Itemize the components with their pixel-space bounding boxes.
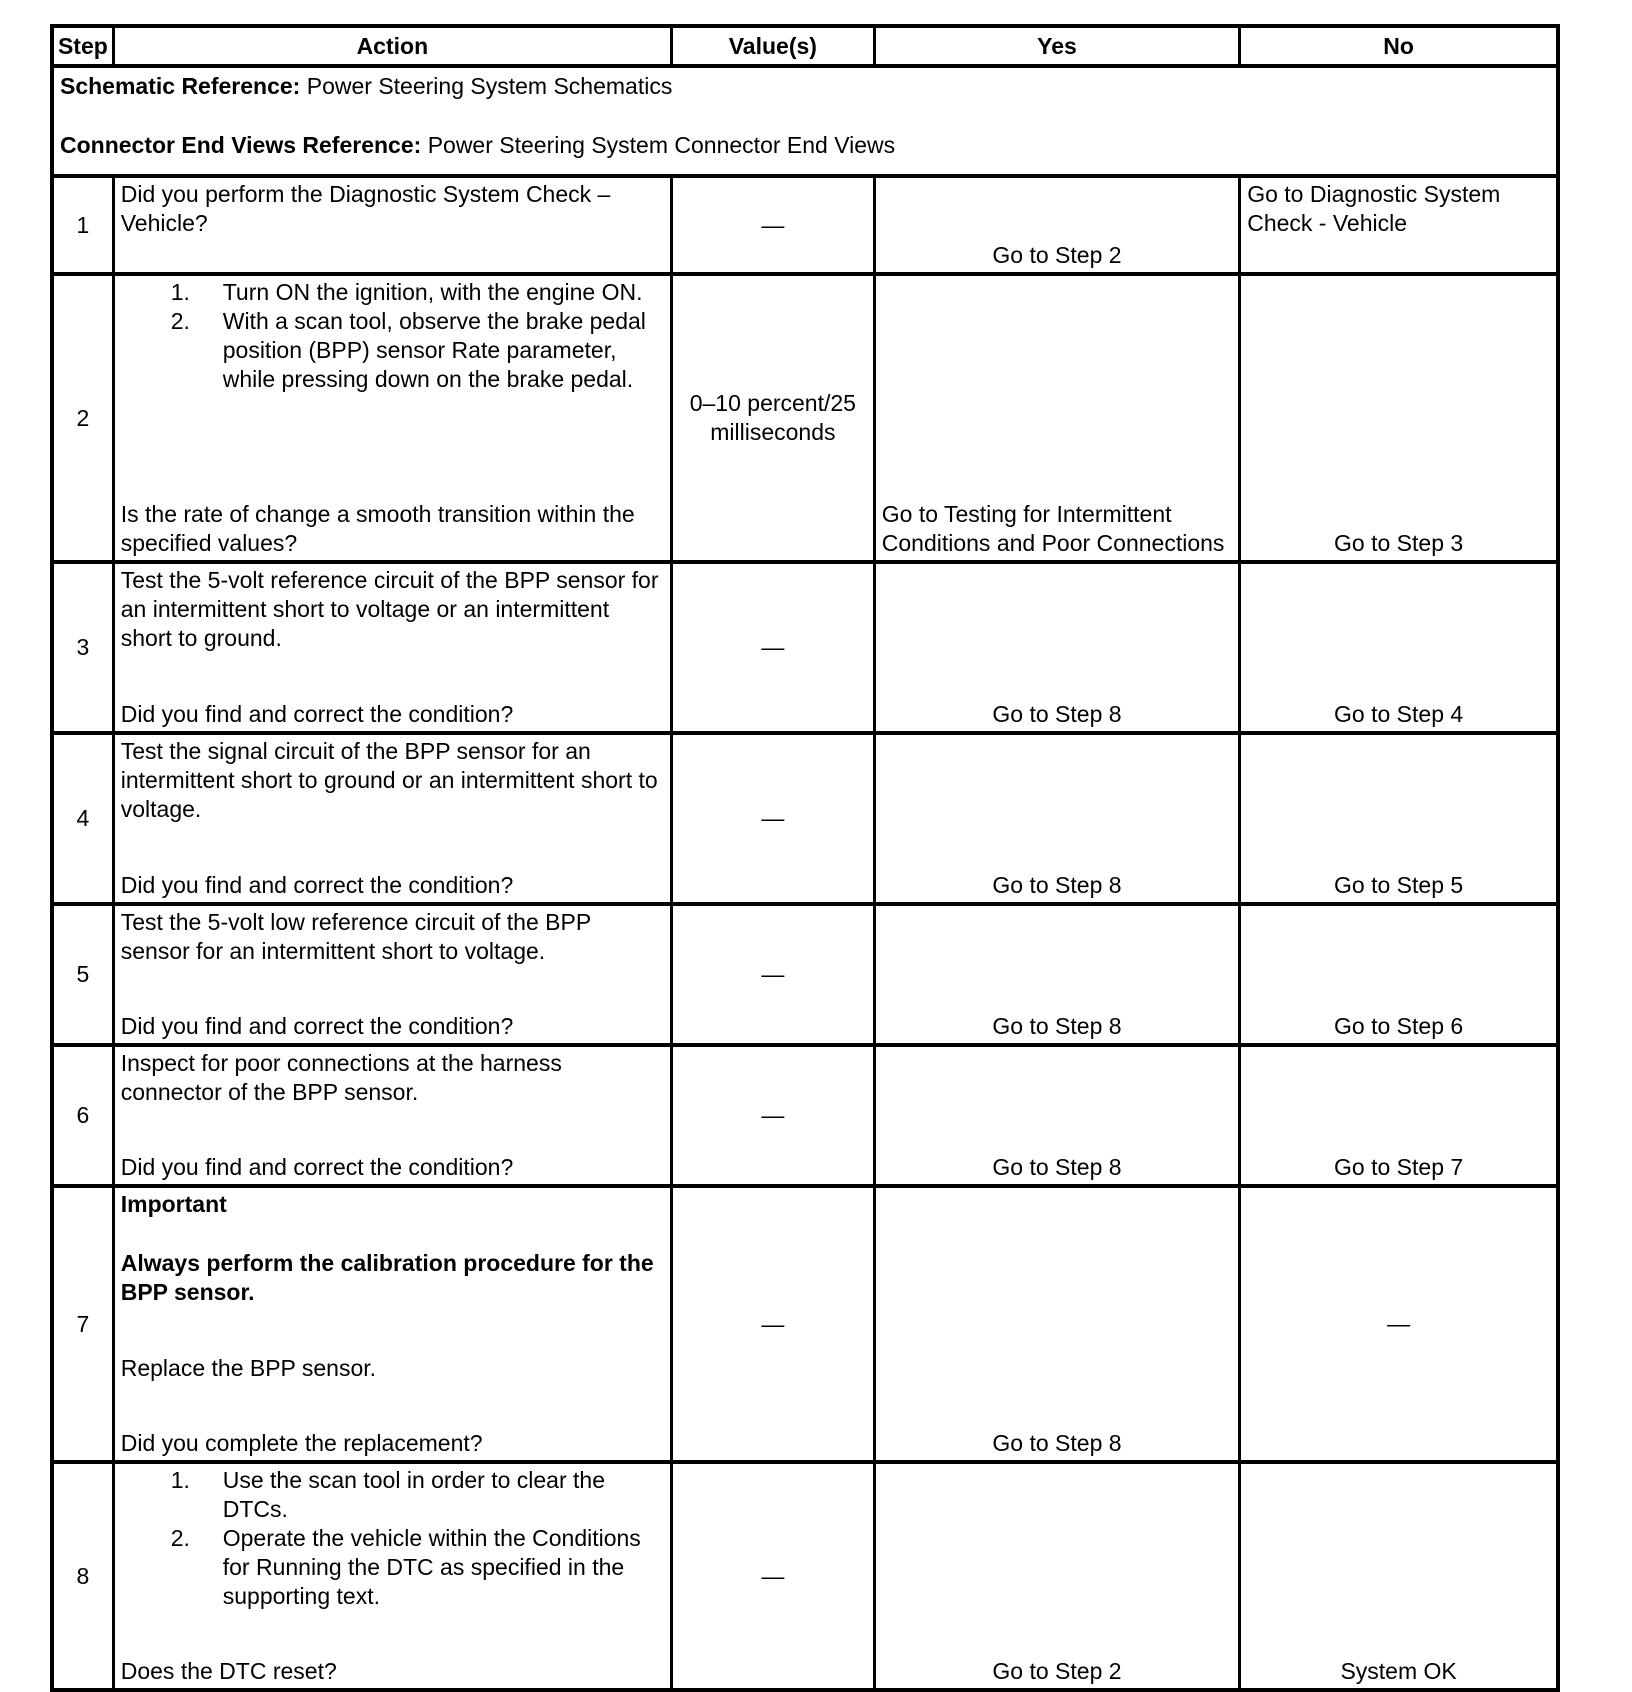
action-question: Did you complete the replacement? xyxy=(120,1430,483,1456)
yes-link[interactable]: Go to Step 8 xyxy=(992,1154,1122,1180)
no-link[interactable]: Go to Step 4 xyxy=(1334,701,1464,727)
list-item: 2. With a scan tool, observe the brake pedal position (BPP) sensor Rate parameter, while pressing down on the brake pedal. xyxy=(170,308,646,392)
action-cell xyxy=(113,274,671,562)
list-item: 2. Operate the vehicle within the Conditions for Running the DTC as specified in the supporting text. xyxy=(170,1525,641,1609)
table-row xyxy=(52,562,1558,733)
step-number: 5 xyxy=(52,904,113,1045)
connector-reference xyxy=(60,131,1550,160)
action-text: Test the signal circuit of the BPP sensor for an intermittent short to ground or an intermittent short to voltage. xyxy=(120,738,658,822)
reference-cell xyxy=(52,66,1558,176)
connector-reference-link[interactable]: Power Steering System Connector End Views xyxy=(427,132,896,158)
action-cell xyxy=(113,176,671,274)
value-cell: — xyxy=(671,562,874,733)
value-cell: — xyxy=(671,1462,874,1690)
table-row xyxy=(52,904,1558,1045)
table-row xyxy=(52,1045,1558,1186)
step-number: 2 xyxy=(52,274,113,562)
step-number: 7 xyxy=(52,1186,113,1462)
yes-cell xyxy=(874,1462,1239,1690)
no-cell xyxy=(1240,1462,1558,1690)
yes-link[interactable]: Go to Step 2 xyxy=(992,1658,1122,1684)
no-link[interactable]: System OK xyxy=(1340,1658,1457,1684)
no-value: — xyxy=(1387,1310,1411,1337)
value-cell: — xyxy=(671,1045,874,1186)
value-cell: — xyxy=(671,1186,874,1462)
yes-cell xyxy=(874,904,1239,1045)
yes-cell xyxy=(874,176,1239,274)
no-cell xyxy=(1240,274,1558,562)
no-cell xyxy=(1240,1045,1558,1186)
step-number: 3 xyxy=(52,562,113,733)
table-row xyxy=(52,176,1558,274)
action-steps-list xyxy=(121,278,664,394)
no-link[interactable]: Go to Step 5 xyxy=(1334,872,1464,898)
yes-link[interactable]: Go to Step 8 xyxy=(992,1013,1122,1039)
important-notice xyxy=(121,1190,664,1307)
action-text: Did you perform the Diagnostic System Check – Vehicle? xyxy=(120,181,611,236)
action-cell xyxy=(113,733,671,904)
no-cell xyxy=(1240,1186,1558,1462)
important-text: Always perform the calibration procedure for the BPP sensor. xyxy=(120,1250,654,1305)
no-cell xyxy=(1240,562,1558,733)
yes-link[interactable]: Go to Step 8 xyxy=(992,701,1122,727)
header-action: Action xyxy=(113,26,671,66)
table-row xyxy=(52,1186,1558,1462)
header-values: Value(s) xyxy=(671,26,874,66)
yes-cell xyxy=(874,562,1239,733)
action-question: Did you find and correct the condition? xyxy=(120,1154,514,1180)
header-row xyxy=(52,26,1558,66)
action-cell xyxy=(113,1045,671,1186)
step-number: 4 xyxy=(52,733,113,904)
no-link[interactable]: Go to Step 7 xyxy=(1334,1154,1464,1180)
action-cell xyxy=(113,1186,671,1462)
no-link[interactable]: Go to Step 3 xyxy=(1334,530,1464,556)
yes-link[interactable]: Go to Step 2 xyxy=(992,242,1122,268)
yes-cell xyxy=(874,733,1239,904)
action-text: Replace the BPP sensor. xyxy=(120,1354,377,1381)
action-steps-list xyxy=(121,1466,664,1611)
step-number: 6 xyxy=(52,1045,113,1186)
schematic-reference xyxy=(60,72,1550,101)
header-no: No xyxy=(1240,26,1558,66)
yes-link[interactable]: Go to Step 8 xyxy=(992,872,1122,898)
diagnostic-table xyxy=(50,24,1560,1692)
yes-cell xyxy=(874,1045,1239,1186)
yes-cell xyxy=(874,1186,1239,1462)
yes-link[interactable]: Go to Step 8 xyxy=(992,1430,1122,1456)
list-item: 1. Use the scan tool in order to clear the DTCs. xyxy=(170,1467,605,1522)
no-link[interactable]: Go to Step 6 xyxy=(1334,1013,1464,1039)
important-label: Important xyxy=(120,1191,227,1217)
no-cell xyxy=(1240,904,1558,1045)
header-step: Step xyxy=(52,26,113,66)
value-cell: — xyxy=(671,904,874,1045)
yes-link[interactable]: Go to Testing for Intermittent Conditions and Poor Connections xyxy=(881,501,1225,556)
action-question: Did you find and correct the condition? xyxy=(120,701,514,727)
action-question: Does the DTC reset? xyxy=(120,1658,337,1684)
yes-cell xyxy=(874,274,1239,562)
list-item: 1. Turn ON the ignition, with the engine ON. xyxy=(170,279,643,305)
action-question: Did you find and correct the condition? xyxy=(120,1013,514,1039)
schematic-reference-label: Schematic Reference: xyxy=(60,73,301,99)
no-link[interactable]: Go to Diagnostic System Check - Vehicle xyxy=(1247,181,1501,236)
action-question: Is the rate of change a smooth transition within the specified values? xyxy=(120,501,635,556)
value-cell: 0–10 percent/25 milliseconds xyxy=(671,274,874,562)
action-text: Test the 5-volt reference circuit of the BPP sensor for an intermittent short to voltage or an intermittent short to ground. xyxy=(120,567,659,651)
no-cell xyxy=(1240,176,1558,274)
header-yes: Yes xyxy=(874,26,1239,66)
table-row xyxy=(52,733,1558,904)
action-text: Test the 5-volt low reference circuit of the BPP sensor for an intermittent short to voltage. xyxy=(120,909,591,964)
step-number: 8 xyxy=(52,1462,113,1690)
no-cell xyxy=(1240,733,1558,904)
action-question: Did you find and correct the condition? xyxy=(120,872,514,898)
table-row xyxy=(52,274,1558,562)
connector-reference-label: Connector End Views Reference: xyxy=(60,132,422,158)
schematic-reference-link[interactable]: Power Steering System Schematics xyxy=(306,73,673,99)
table-row xyxy=(52,1462,1558,1690)
action-text: Inspect for poor connections at the harness connector of the BPP sensor. xyxy=(120,1050,562,1105)
reference-row xyxy=(52,66,1558,176)
value-cell: — xyxy=(671,733,874,904)
step-number: 1 xyxy=(52,176,113,274)
action-cell xyxy=(113,1462,671,1690)
action-cell xyxy=(113,904,671,1045)
value-cell: — xyxy=(671,176,874,274)
action-cell xyxy=(113,562,671,733)
